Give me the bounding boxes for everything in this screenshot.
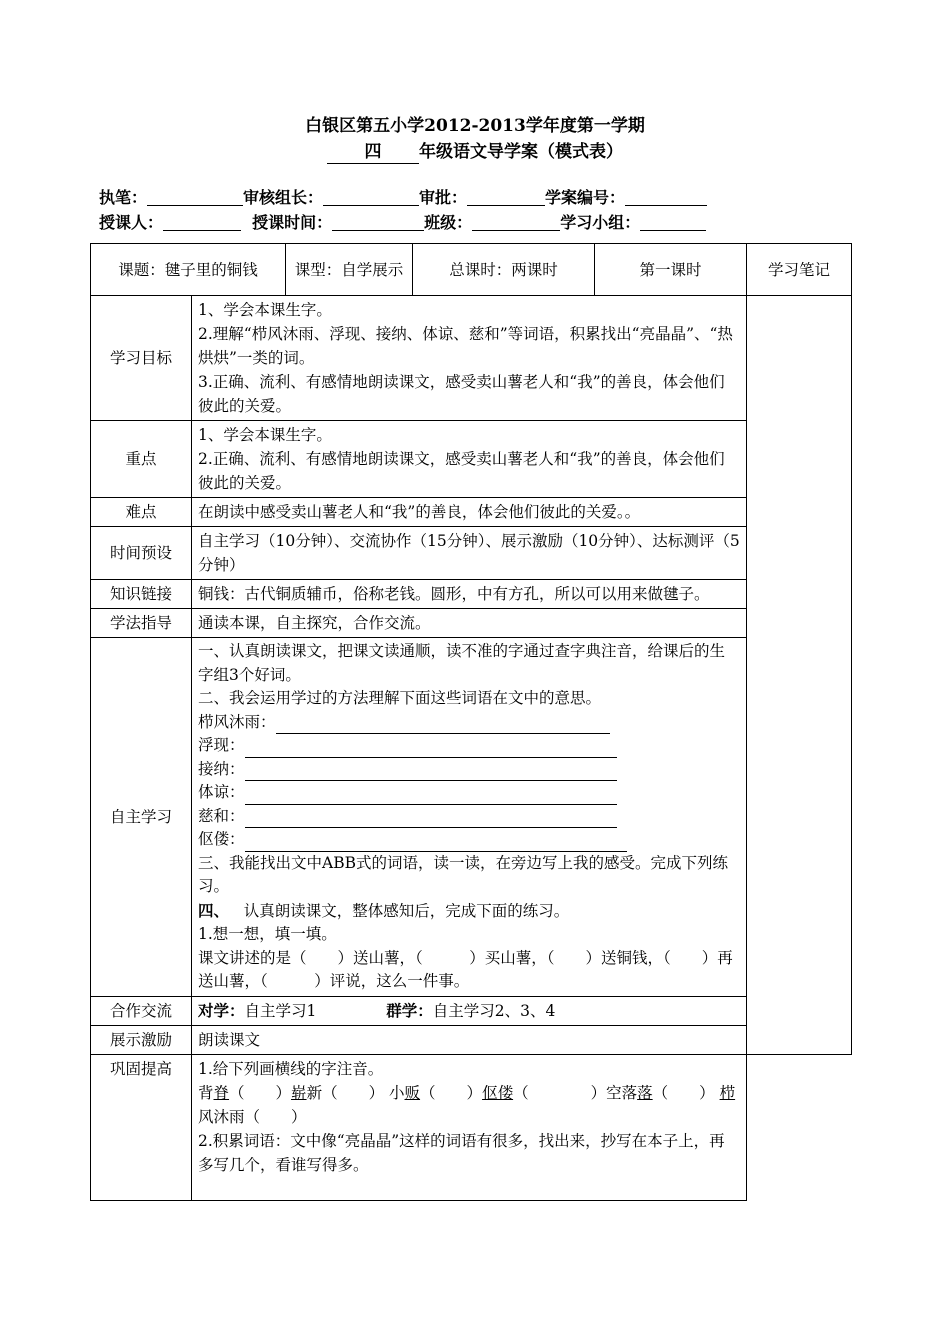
word-line xyxy=(198,781,740,805)
author-field[interactable] xyxy=(147,188,243,206)
plan-no-label: 学案编号： xyxy=(545,188,626,207)
coop-label: 合作交流 xyxy=(91,996,192,1025)
pair-study-text: 自主学习1 xyxy=(244,1001,317,1020)
notes-header: 学习笔记 xyxy=(747,244,852,296)
difficulty-row xyxy=(91,498,852,527)
teacher-label: 授课人： xyxy=(99,213,164,232)
goal-item: 1、学会本课生字。 xyxy=(198,301,332,319)
answer-blank[interactable] xyxy=(245,741,617,758)
self-study-p1: 一、认真朗读课文，把课文读通顺，读不准的字通过查字典注音，给课后的生字组3个好词。 xyxy=(198,642,726,684)
group-study-text: 自主学习2、3、4 xyxy=(432,1001,556,1020)
word-label: 接纳： xyxy=(198,759,245,778)
time-label: 时间预设 xyxy=(91,527,192,580)
pair-study-label: 对学： xyxy=(198,1000,245,1020)
total-hours-cell: 总课时：两课时 xyxy=(413,244,595,296)
show-content: 朗读课文 xyxy=(192,1025,747,1054)
teacher-field[interactable] xyxy=(163,213,241,231)
difficulty-content: 在朗读中感受卖山薯老人和“我”的善良，体会他们彼此的关爱。。 xyxy=(192,498,747,527)
class-label: 班级： xyxy=(424,213,473,232)
answer-blank[interactable] xyxy=(245,788,617,805)
word-label: 慈和： xyxy=(198,806,245,825)
group-label: 学习小组： xyxy=(560,213,641,232)
phonetic-item: 伛偻（ ） xyxy=(482,1083,607,1102)
word-label: 体谅： xyxy=(198,783,245,801)
answer-blank[interactable] xyxy=(276,717,610,734)
group-study-label: 群学： xyxy=(386,1000,433,1020)
key-row xyxy=(91,421,852,498)
show-row xyxy=(91,1025,852,1054)
answer-blank[interactable] xyxy=(245,835,627,852)
key-content xyxy=(192,421,747,498)
consolidate-q2: 2.积累词语：文中像“亮晶晶”这样的词语有很多，找出来，抄写在本子上，再多写几个，看谁写得多。 xyxy=(198,1131,725,1174)
coop-row xyxy=(91,996,852,1025)
method-label: 学法指导 xyxy=(91,609,192,638)
reviewer-field[interactable] xyxy=(323,188,419,206)
self-study-p4 xyxy=(198,899,740,924)
word-line xyxy=(198,734,740,758)
meta-row-2 xyxy=(99,213,706,233)
lesson-time-field[interactable] xyxy=(332,213,424,231)
word-line xyxy=(198,828,740,852)
notes-column[interactable] xyxy=(747,296,852,1026)
goals-row xyxy=(91,296,852,421)
answer-blank[interactable] xyxy=(245,764,617,781)
knowledge-content: 铜钱：古代铜质辅币，俗称老钱。圆形，中有方孔，所以可以用来做毽子。 xyxy=(192,580,747,609)
type-cell: 课型：自学展示 xyxy=(286,244,413,296)
topic-cell: 课题：毽子里的铜钱 xyxy=(91,244,286,296)
goal-item: 3.正确、流利、有感情地朗读课文，感受卖山薯老人和“我”的善良，体会他们彼此的关爱。 xyxy=(198,373,725,415)
author-label: 执笔： xyxy=(99,188,148,207)
key-item: 1、学会本课生字。 xyxy=(198,426,332,444)
reviewer-label: 审核组长： xyxy=(243,188,324,207)
notes-column-cont[interactable] xyxy=(747,1025,852,1054)
word-line xyxy=(198,758,740,782)
knowledge-row xyxy=(91,580,852,609)
consolidate-row xyxy=(91,1054,852,1200)
show-label: 展示激励 xyxy=(91,1025,192,1054)
meta-row-1 xyxy=(99,188,707,208)
goals-label: 学习目标 xyxy=(91,296,192,421)
section-four-text: 认真朗读课文，整体感知后，完成下面的练习。 xyxy=(243,901,570,920)
key-label: 重点 xyxy=(91,421,192,498)
group-field[interactable] xyxy=(640,213,706,231)
word-label: 浮现： xyxy=(198,736,245,754)
approver-label: 审批： xyxy=(419,188,468,207)
time-content: 自主学习（10分钟）、交流协作（15分钟）、展示激励（10分钟）、达标测评（5分钟） xyxy=(192,527,747,580)
phonetic-item: 空落落（ ） xyxy=(606,1083,715,1102)
self-study-row xyxy=(91,638,852,997)
phonetic-item: 背脊（ ） xyxy=(198,1083,292,1102)
header-row xyxy=(91,244,852,296)
word-line xyxy=(198,711,740,735)
phonetic-items xyxy=(198,1081,740,1129)
grade-field[interactable]: 四 xyxy=(327,141,419,164)
phonetic-item: 小贩（ ） xyxy=(389,1083,483,1102)
class-field[interactable] xyxy=(472,213,560,231)
subtitle-text: 年级语文导学案（模式表） xyxy=(419,142,623,162)
knowledge-label: 知识链接 xyxy=(91,580,192,609)
self-study-p3: 三、我能找出文中ABB式的词语，读一读，在旁边写上我的感受。完成下列练习。 xyxy=(198,853,728,895)
self-study-p6: 课文讲述的是（ ）送山薯，（ ）买山薯，（ ）送铜钱，（ ）再送山薯，（ ）评说，这么一件事。 xyxy=(198,948,733,990)
difficulty-label: 难点 xyxy=(91,498,192,527)
phonetic-item: 栉风沐雨（ ） xyxy=(198,1083,736,1126)
goals-content xyxy=(192,296,747,421)
word-label: 栉风沐雨： xyxy=(198,712,276,731)
method-content: 通读本课，自主探究，合作交流。 xyxy=(192,609,747,638)
plan-no-field[interactable] xyxy=(625,188,707,206)
word-label: 伛偻： xyxy=(198,830,245,848)
lesson-cell: 第一课时 xyxy=(595,244,747,296)
phonetic-item: 崭新（ ） xyxy=(291,1083,385,1102)
self-study-p2: 二、我会运用学过的方法理解下面这些词语在文中的意思。 xyxy=(198,689,602,707)
self-study-content xyxy=(192,638,747,997)
document-title: 白银区第五小学2012-2013学年度第一学期 xyxy=(305,116,645,136)
notes-column-bottom[interactable] xyxy=(747,1054,852,1200)
consolidate-q1: 1.给下列画横线的字注音。 xyxy=(198,1059,384,1078)
answer-blank[interactable] xyxy=(245,811,617,828)
lesson-time-label: 授课时间： xyxy=(252,213,333,232)
self-study-label: 自主学习 xyxy=(91,638,192,997)
method-row xyxy=(91,609,852,638)
consolidate-label: 巩固提高 xyxy=(91,1054,192,1200)
goal-item: 2.理解“栉风沐雨、浮现、接纳、体谅、慈和”等词语，积累找出“亮晶晶”、“热烘烘”一类的词。 xyxy=(198,325,733,367)
document-subtitle xyxy=(0,141,950,164)
self-study-p5: 1.想一想，填一填。 xyxy=(198,925,337,943)
word-line xyxy=(198,805,740,829)
lesson-plan-table xyxy=(90,243,852,1201)
section-four-number: 四、 xyxy=(198,900,230,920)
time-row xyxy=(91,527,852,580)
consolidate-content xyxy=(192,1054,747,1200)
key-item: 2.正确、流利、有感情地朗读课文，感受卖山薯老人和“我”的善良，体会他们彼此的关爱。 xyxy=(198,450,725,492)
approver-field[interactable] xyxy=(467,188,545,206)
coop-content xyxy=(192,996,747,1025)
